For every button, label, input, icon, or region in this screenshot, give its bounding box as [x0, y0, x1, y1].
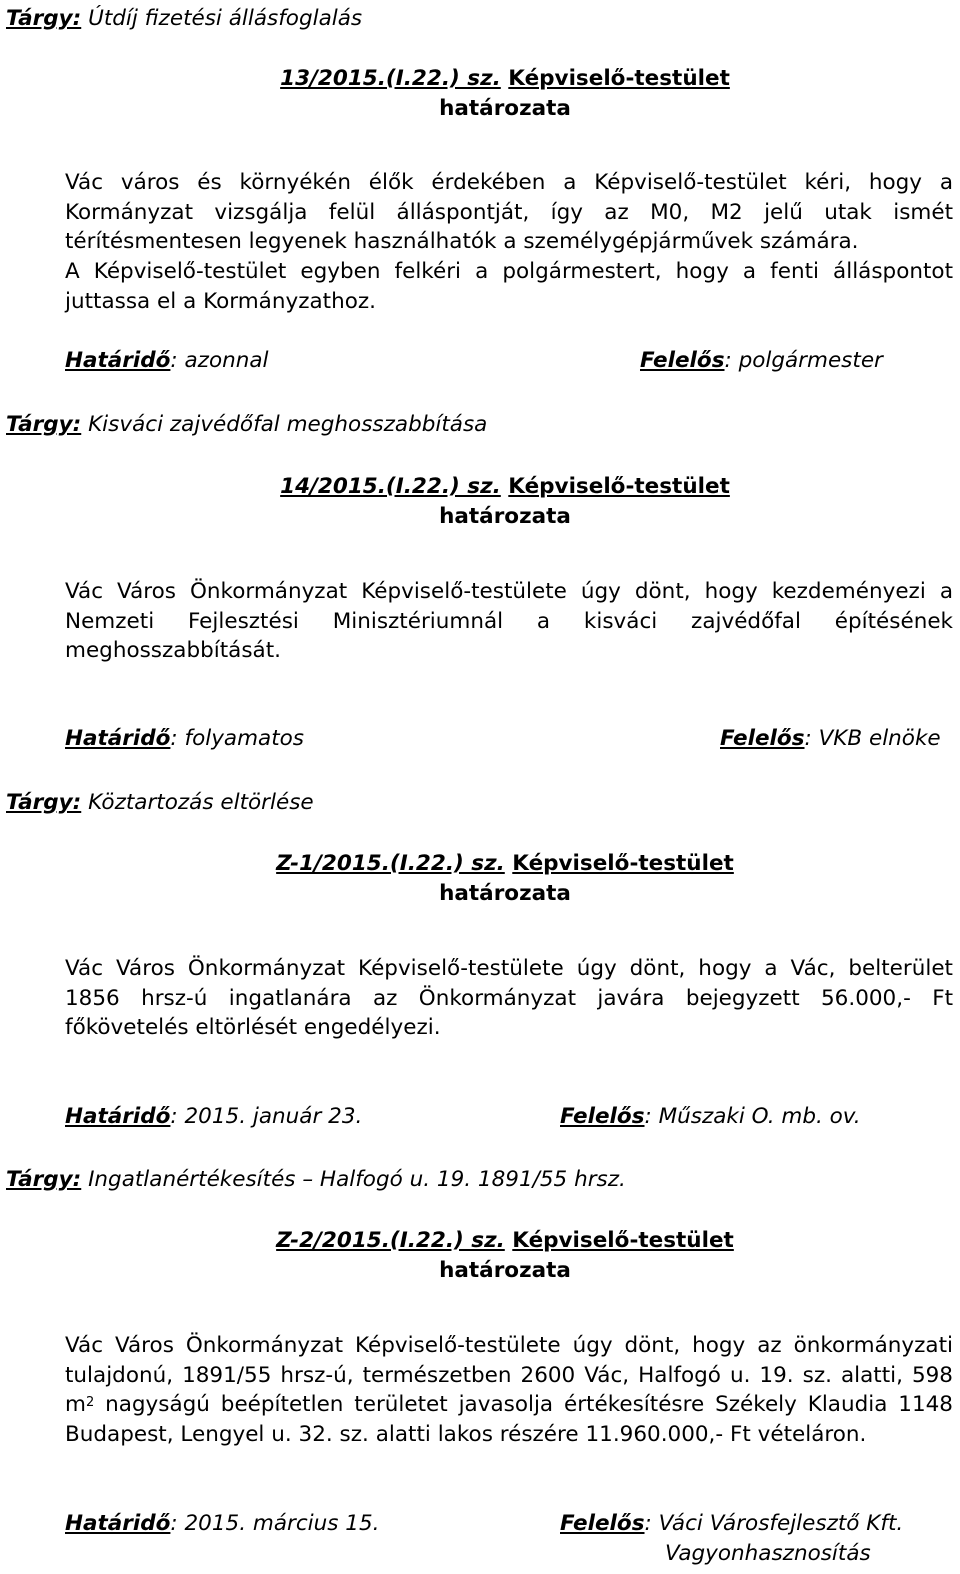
resolution-number: Z-1/2015.(I.22.) sz.: [276, 851, 505, 876]
subject-label: Tárgy:: [6, 1167, 82, 1192]
resolution-decision-1: határozata: [439, 96, 571, 121]
resolution-decision-2: határozata: [439, 504, 571, 529]
subject-line-4: [6, 1167, 626, 1192]
responsible-label: Felelős: [560, 1104, 645, 1129]
text-part-b: nagyságú beépítetlen területet javasolja értékesítésre Székely Klaudia 1148 Budapest, Lengyel u. 32. sz. alatti lakos részére 11.960.000,- Ft vételáron.: [65, 1392, 953, 1447]
resolution-number-3: [0, 849, 960, 879]
deadline-4: [65, 1511, 380, 1536]
resolution-body: Képviselő-testület: [512, 851, 734, 876]
resolution-body: Képviselő-testület: [512, 1228, 734, 1253]
resolution-decision-3: határozata: [439, 881, 571, 906]
resolution-number-2: [0, 472, 960, 502]
deadline-value: : azonnal: [170, 348, 269, 373]
resolution-number: 13/2015.(I.22.) sz.: [280, 66, 501, 91]
responsible-2: [720, 726, 941, 751]
responsible-value: : Műszaki O. mb. ov.: [644, 1104, 861, 1129]
responsible-4-line2: Vagyonhasznosítás: [665, 1541, 871, 1566]
resolution-text-1b: A Képviselő-testület egyben felkéri a polgármestert, hogy a fenti álláspontot juttassa el a Kormányzathoz.: [65, 259, 953, 314]
responsible-label: Felelős: [560, 1511, 645, 1536]
deadline-value: : folyamatos: [170, 726, 304, 751]
subject-text: Ingatlanértékesítés – Halfogó u. 19. 1891/55 hrsz.: [88, 1167, 626, 1192]
responsible-4: [560, 1511, 903, 1536]
subject-label: Tárgy:: [6, 412, 82, 437]
deadline-label: Határidő: [65, 1104, 171, 1129]
resolution-number: Z-2/2015.(I.22.) sz.: [276, 1228, 505, 1253]
subject-text: Köztartozás eltörlése: [88, 790, 314, 815]
resolution-body: Képviselő-testület: [508, 66, 730, 91]
deadline-label: Határidő: [65, 726, 171, 751]
responsible-label: Felelős: [640, 348, 725, 373]
resolution-decision-4: határozata: [439, 1258, 571, 1283]
resolution-text-4: [65, 1331, 953, 1449]
resolution-text-2: Vác Város Önkormányzat Képviselő-testülete úgy dönt, hogy kezdeményezi a Nemzeti Fejlesztési Minisztériumnál a kisváci zajvédőfal építésének meghosszabbítását.: [65, 579, 953, 663]
responsible-value: : polgármester: [724, 348, 883, 373]
responsible-value: : VKB elnöke: [804, 726, 941, 751]
superscript: 2: [85, 1395, 95, 1410]
responsible-1: [640, 348, 883, 373]
responsible-label: Felelős: [720, 726, 805, 751]
deadline-value: : 2015. március 15.: [170, 1511, 380, 1536]
resolution-number-1: [0, 64, 960, 94]
resolution-number: 14/2015.(I.22.) sz.: [280, 474, 501, 499]
text-part-a: Vác Város Önkormányzat Képviselő-testülete úgy dönt, hogy az önkormányzati tulajdonú, 1891/55 hrsz-ú, természetben 2600 Vác, Halfogó u. 19. sz. alatti, 598 m: [65, 1333, 953, 1417]
deadline-label: Határidő: [65, 1511, 171, 1536]
resolution-text-1: Vác város és környékén élők érdekében a Képviselő-testület kéri, hogy a Kormányzat vizsgálja felül álláspontját, így az M0, M2 jelű utak ismét térítésmentesen legyenek használhatók a személygépjárművek számára.: [65, 170, 953, 254]
resolution-text-3: Vác Város Önkormányzat Képviselő-testülete úgy dönt, hogy a Vác, belterület 1856 hrsz-ú ingatlanára az Önkormányzat javára bejegyzett 56.000,- Ft főkövetelés eltörlését engedélyezi.: [65, 956, 953, 1040]
subject-line-1: [6, 6, 362, 31]
subject-text: Kisváci zajvédőfal meghosszabbítása: [88, 412, 488, 437]
subject-line-2: [6, 412, 487, 437]
deadline-2: [65, 726, 304, 751]
responsible-3: [560, 1104, 861, 1129]
subject-text: Útdíj fizetési állásfoglalás: [88, 6, 363, 31]
deadline-1: [65, 348, 269, 373]
deadline-value: : 2015. január 23.: [170, 1104, 363, 1129]
deadline-label: Határidő: [65, 348, 171, 373]
responsible-value: : Váci Városfejlesztő Kft.: [644, 1511, 904, 1536]
resolution-number-4: [0, 1226, 960, 1256]
subject-label: Tárgy:: [6, 6, 82, 31]
subject-line-3: [6, 790, 314, 815]
subject-label: Tárgy:: [6, 790, 82, 815]
deadline-3: [65, 1104, 362, 1129]
resolution-body: Képviselő-testület: [508, 474, 730, 499]
